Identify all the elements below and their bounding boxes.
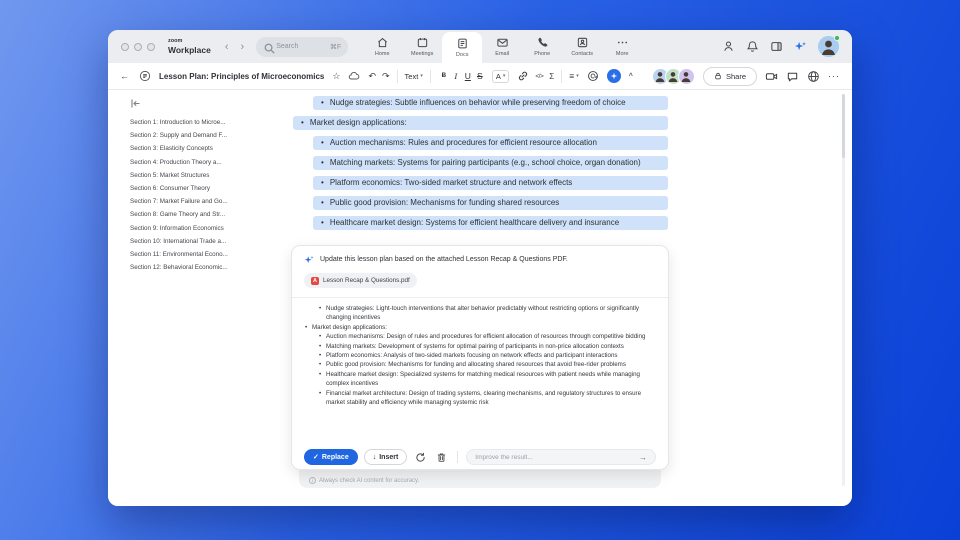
replace-button[interactable]: ✓ Replace: [304, 449, 358, 465]
insert-button[interactable]: ↓ Insert: [364, 449, 408, 465]
doc-highlight-line[interactable]: • Market design applications:: [293, 116, 668, 130]
tab-phone[interactable]: Phone: [522, 30, 562, 63]
chat-icon[interactable]: [786, 68, 799, 84]
side-panel-icon[interactable]: [770, 40, 783, 53]
doc-content-area: [108, 90, 852, 506]
divider: [457, 451, 458, 463]
scrollbar[interactable]: [842, 94, 845, 486]
code-button[interactable]: </>: [535, 72, 544, 80]
redo-icon[interactable]: ↷: [382, 70, 390, 81]
doc-highlight-line[interactable]: • Platform economics: Two-sided market structure and network effects: [313, 176, 668, 190]
collapse-sidebar-icon[interactable]: [130, 98, 141, 109]
outline-section-list: [108, 116, 284, 274]
bold-button[interactable]: • B: [438, 71, 450, 80]
link-icon[interactable]: [517, 68, 529, 84]
down-arrow-icon: ↓: [372, 453, 377, 461]
profile-icon[interactable]: [722, 40, 735, 53]
lock-icon: [714, 72, 722, 80]
toolbar-right: [652, 67, 840, 86]
video-camera-icon[interactable]: [765, 68, 778, 84]
status-dot: [834, 35, 840, 41]
delete-trash-icon[interactable]: [434, 450, 449, 465]
divider: [430, 70, 431, 83]
email-icon: [496, 36, 509, 49]
globe-icon[interactable]: [807, 68, 820, 84]
submit-arrow-icon[interactable]: →: [639, 452, 647, 462]
sidebar-item[interactable]: Section 8: Game Theory and Str...: [130, 211, 226, 219]
divider: [397, 70, 398, 83]
titlebar-right-icons: [722, 36, 852, 57]
maximize-window-button[interactable]: [147, 43, 155, 51]
regenerate-icon[interactable]: [413, 450, 428, 465]
nav-back-button[interactable]: ‹: [224, 40, 229, 53]
comment-icon[interactable]: [587, 68, 599, 84]
doc-highlight-line[interactable]: • Healthcare market design: Systems for efficient healthcare delivery and insurance: [313, 216, 668, 230]
sidebar-item[interactable]: Section 4: Production Theory a...: [130, 158, 222, 166]
sidebar-item[interactable]: Section 1: Introduction to Microe...: [130, 119, 226, 127]
phone-icon: [536, 36, 549, 49]
minimize-window-button[interactable]: [134, 43, 142, 51]
align-dropdown[interactable]: ≡ ▾: [569, 71, 579, 81]
ai-bullet: • Healthcare market design: Specialized systems for matching medical resources with patient needs while managing complex incentives: [304, 370, 658, 389]
titlebar: [108, 30, 852, 63]
meetings-icon: [416, 36, 429, 49]
sidebar-item[interactable]: Section 7: Market Failure and Go...: [130, 198, 228, 206]
share-button[interactable]: Share: [703, 67, 757, 86]
search-icon: [263, 42, 272, 51]
more-icon: [616, 36, 629, 49]
ai-bullet: • Public good provision: Mechanisms for funding and allocating shared resources that avoid free-rider problems: [304, 360, 658, 369]
doc-page-icon: [139, 68, 151, 84]
collapse-toolbar-icon[interactable]: ^: [628, 72, 633, 80]
home-icon: [376, 36, 389, 49]
ai-disclaimer-bar: i Always check AI content for accuracy.: [299, 462, 661, 488]
doc-highlight-line[interactable]: • Nudge strategies: Subtle influences on behavior while preserving freedom of choice: [313, 96, 668, 110]
contacts-icon: [576, 36, 589, 49]
notifications-bell-icon[interactable]: [746, 40, 759, 53]
ai-prompt-row: [304, 255, 658, 265]
sidebar-item[interactable]: Section 12: Behavioral Economic...: [130, 264, 228, 272]
formula-sigma-button[interactable]: Σ: [549, 71, 555, 81]
collaborator-avatars: [652, 68, 695, 85]
check-icon: ✓: [313, 454, 319, 461]
tab-home[interactable]: Home: [362, 30, 402, 63]
sidebar-item[interactable]: Section 10: International Trade a...: [130, 237, 227, 245]
close-window-button[interactable]: [121, 43, 129, 51]
more-options-icon[interactable]: ···: [828, 71, 840, 81]
ai-assistant-button[interactable]: [607, 69, 621, 83]
sidebar-item[interactable]: Section 5: Market Structures: [130, 171, 210, 179]
ai-companion-icon[interactable]: [794, 40, 807, 53]
sidebar-item[interactable]: Section 3: Elasticity Concepts: [130, 145, 213, 153]
undo-icon[interactable]: ↶: [368, 70, 376, 81]
zoom-workplace-window: [108, 30, 852, 506]
docs-icon: [456, 37, 469, 50]
zoom-workplace-logo: zoom Workplace: [168, 38, 211, 55]
ai-sparkle-icon: [304, 255, 314, 265]
search-input[interactable]: Search ⌘F: [256, 37, 348, 57]
ai-bullet: • Market design applications:: [304, 323, 658, 332]
tab-more[interactable]: More: [602, 30, 642, 63]
app-tabs: [362, 30, 642, 63]
user-avatar[interactable]: [818, 36, 839, 57]
sidebar-item[interactable]: Section 11: Environmental Econo...: [130, 250, 228, 258]
text-style-dropdown[interactable]: Text ▾: [404, 71, 423, 81]
nav-forward-button[interactable]: ›: [240, 40, 245, 53]
text-color-dropdown[interactable]: A ▾: [492, 70, 510, 83]
cloud-sync-icon: [348, 68, 360, 84]
ai-bullet: • Auction mechanisms: Design of rules and procedures for efficient allocation of resources through competitive bidding: [304, 332, 658, 341]
sidebar-item[interactable]: Section 9: Information Economics: [130, 224, 224, 232]
doc-toolbar: [108, 63, 852, 90]
tab-meetings[interactable]: Meetings: [402, 30, 442, 63]
back-icon[interactable]: ←: [120, 71, 129, 81]
tab-email[interactable]: Email: [482, 30, 522, 63]
doc-highlight-line[interactable]: • Auction mechanisms: Rules and procedures for efficient resource allocation: [313, 136, 668, 150]
strikethrough-button[interactable]: S: [476, 71, 483, 81]
italic-button[interactable]: I: [454, 71, 458, 81]
ai-bullet: • Nudge strategies: Light-touch interventions that alter behavior predictably without restricting options or significantly changing incentives: [304, 304, 658, 323]
ai-action-bar: [304, 449, 656, 465]
attachment-name: Lesson Recap & Questions.pdf: [323, 277, 410, 284]
scrollbar-thumb[interactable]: [842, 94, 845, 158]
star-favorite-icon[interactable]: ☆: [332, 70, 341, 81]
window-controls: [121, 43, 155, 51]
sidebar-item[interactable]: Section 2: Supply and Demand F...: [130, 132, 227, 140]
doc-title: Lesson Plan: Principles of Microeconomics: [159, 71, 325, 81]
ai-bullet: • Financial market architecture: Design of trading systems, clearing mechanisms, and regulatory structures to ensure market stability and efficiency while managing systemic risk: [304, 389, 658, 408]
info-icon: i: [309, 477, 316, 484]
pdf-file-icon: A: [311, 277, 319, 285]
collaborator-avatar[interactable]: [678, 68, 695, 85]
outline-sidebar: [108, 98, 284, 506]
ai-bullet: • Matching markets: Development of systems for optimal pairing of participants in non-price allocation contexts: [304, 342, 658, 351]
ai-prompt-text: Update this lesson plan based on the attached Lesson Recap & Questions PDF.: [320, 256, 568, 263]
divider: [292, 297, 668, 298]
tab-docs[interactable]: Docs: [442, 32, 482, 63]
sidebar-item[interactable]: Section 6: Consumer Theory: [130, 185, 211, 193]
tab-contacts[interactable]: Contacts: [562, 30, 602, 63]
improve-result-input[interactable]: Improve the result... →: [466, 449, 656, 465]
doc-highlight-line[interactable]: • Matching markets: Systems for pairing participants (e.g., school choice, organ donation): [313, 156, 668, 170]
ai-bullet: • Platform economics: Analysis of two-sided markets focusing on network effects and participant interactions: [304, 351, 658, 360]
search-shortcut: ⌘F: [329, 43, 342, 51]
history-nav: [225, 41, 244, 53]
divider: [561, 70, 562, 83]
attachment-chip[interactable]: [304, 273, 417, 288]
ai-assistant-panel: [291, 245, 669, 470]
underline-button[interactable]: U: [464, 71, 471, 81]
doc-highlight-line[interactable]: • Public good provision: Mechanisms for funding shared resources: [313, 196, 668, 210]
ai-result-content: [304, 304, 658, 407]
